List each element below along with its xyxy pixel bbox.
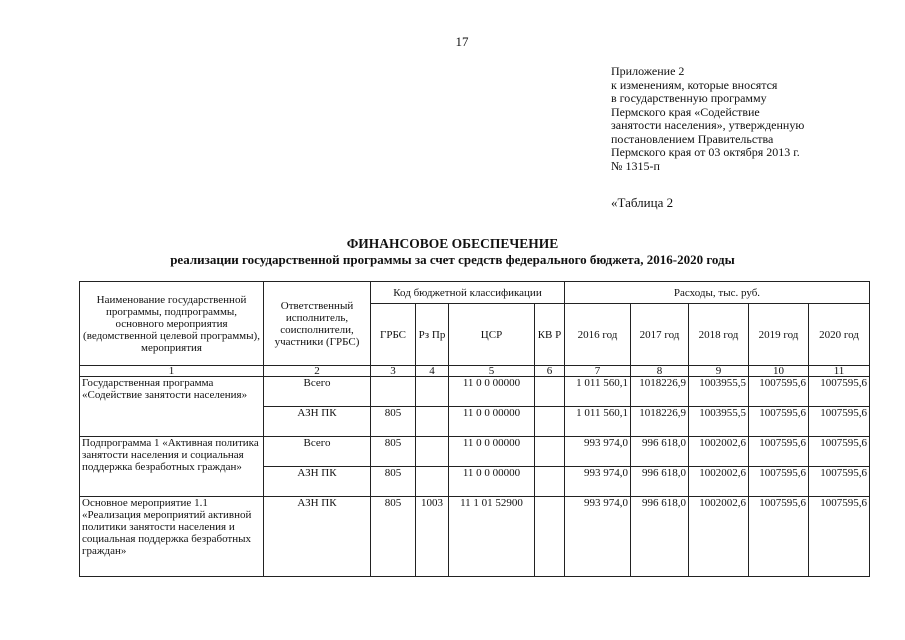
- column-number: 8: [631, 366, 689, 377]
- value-2019-cell: 1007595,6: [749, 497, 809, 577]
- value-2020-cell: 1007595,6: [809, 497, 870, 577]
- table-reference: «Таблица 2: [611, 195, 674, 210]
- header-year-2018: 2018 год: [689, 304, 749, 366]
- csr-cell: 11 0 0 00000: [449, 407, 535, 437]
- value-2019-cell: 1007595,6: [749, 437, 809, 467]
- table-row: [80, 377, 870, 407]
- value-2019-cell: 1007595,6: [749, 377, 809, 407]
- value-2018-cell: 1003955,5: [689, 377, 749, 407]
- value-2020-cell: 1007595,6: [809, 467, 870, 497]
- kvr-cell: [535, 467, 565, 497]
- value-2017-cell: 1018226,9: [631, 407, 689, 437]
- value-2017-cell: 996 618,0: [631, 437, 689, 467]
- csr-cell: 11 1 01 52900: [449, 497, 535, 577]
- header-kvr: КВ Р: [535, 304, 565, 366]
- value-2018-cell: 1002002,6: [689, 497, 749, 577]
- executor-cell: АЗН ПК: [264, 407, 371, 437]
- column-number: 7: [565, 366, 631, 377]
- activity-name-cell: Основное мероприятие 1.1 «Реализация мероприятий активной политики занятости населения и социальная поддержка безработных граждан»: [80, 497, 264, 577]
- csr-cell: 11 0 0 00000: [449, 377, 535, 407]
- column-number: 3: [371, 366, 416, 377]
- appendix-line: в государственную программу: [611, 91, 767, 105]
- value-2017-cell: 1018226,9: [631, 377, 689, 407]
- rzpr-cell: 1003: [416, 497, 449, 577]
- financing-table: [79, 281, 870, 577]
- appendix-line: № 1315-п: [611, 158, 660, 173]
- value-2020-cell: 1007595,6: [809, 437, 870, 467]
- appendix-line: к изменениям, которые вносятся: [611, 77, 778, 92]
- header-year-2020: 2020 год: [809, 304, 870, 366]
- grbs-cell: 805: [371, 467, 416, 497]
- grbs-cell: 805: [371, 437, 416, 467]
- csr-cell: 11 0 0 00000: [449, 467, 535, 497]
- rzpr-cell: [416, 467, 449, 497]
- executor-cell: Всего: [264, 437, 371, 467]
- header-rz-pr: Рз Пр: [416, 304, 449, 366]
- header-year-2019: 2019 год: [749, 304, 809, 366]
- kvr-cell: [535, 377, 565, 407]
- appendix-line: Приложение 2: [611, 64, 685, 78]
- header-name: Наименование государственной программы, подпрограммы, основного мероприятия (ведомственной целевой программы), мероприятия: [80, 282, 264, 366]
- column-number-row: [80, 366, 870, 377]
- column-number: 6: [535, 366, 565, 377]
- value-2016-cell: 1 011 560,1: [565, 407, 631, 437]
- appendix-line: занятости населения», утвержденную: [611, 118, 805, 132]
- header-expenses: Расходы, тыс. руб.: [565, 282, 870, 304]
- value-2018-cell: 1002002,6: [689, 437, 749, 467]
- csr-cell: 11 0 0 00000: [449, 437, 535, 467]
- program-name-cell: Государственная программа «Содействие занятости населения»: [80, 377, 264, 437]
- document-title: ФИНАНСОВОЕ ОБЕСПЕЧЕНИЕ: [346, 236, 559, 251]
- value-2020-cell: 1007595,6: [809, 377, 870, 407]
- appendix-line: Пермского края «Содействие: [611, 104, 760, 119]
- value-2019-cell: 1007595,6: [749, 407, 809, 437]
- grbs-cell: [371, 377, 416, 407]
- table-row: [80, 437, 870, 467]
- kvr-cell: [535, 497, 565, 577]
- header-budget-code: Код бюджетной классификации: [371, 282, 565, 304]
- header-year-2016: 2016 год: [565, 304, 631, 366]
- rzpr-cell: [416, 407, 449, 437]
- rzpr-cell: [416, 437, 449, 467]
- page-number: 17: [455, 34, 469, 49]
- value-2016-cell: 1 011 560,1: [565, 377, 631, 407]
- kvr-cell: [535, 437, 565, 467]
- appendix-line: Пермского края от 03 октября 2013 г.: [611, 145, 800, 159]
- value-2020-cell: 1007595,6: [809, 407, 870, 437]
- column-number: 10: [749, 366, 809, 377]
- executor-cell: АЗН ПК: [264, 497, 371, 577]
- column-number: 1: [80, 366, 264, 377]
- value-2018-cell: 1002002,6: [689, 467, 749, 497]
- column-number: 4: [416, 366, 449, 377]
- column-number: 2: [264, 366, 371, 377]
- column-number: 5: [449, 366, 535, 377]
- document-subtitle: реализации государственной программы за счет средств федерального бюджета, 2016-2020 годы: [170, 252, 735, 267]
- value-2016-cell: 993 974,0: [565, 497, 631, 577]
- value-2016-cell: 993 974,0: [565, 467, 631, 497]
- executor-cell: Всего: [264, 377, 371, 407]
- grbs-cell: 805: [371, 407, 416, 437]
- table-row: [80, 497, 870, 577]
- executor-cell: АЗН ПК: [264, 467, 371, 497]
- appendix-line: постановлением Правительства: [611, 131, 774, 146]
- grbs-cell: 805: [371, 497, 416, 577]
- value-2016-cell: 993 974,0: [565, 437, 631, 467]
- subprogram-name-cell: Подпрограмма 1 «Активная политика занятости населения и социальная поддержка безработных граждан»: [80, 437, 264, 497]
- appendix-note: [611, 65, 891, 173]
- column-number: 9: [689, 366, 749, 377]
- header-executor: Ответственный исполнитель, соисполнители, участники (ГРБС): [264, 282, 371, 366]
- header-year-2017: 2017 год: [631, 304, 689, 366]
- kvr-cell: [535, 407, 565, 437]
- column-number: 11: [809, 366, 870, 377]
- value-2018-cell: 1003955,5: [689, 407, 749, 437]
- header-grbs: ГРБС: [371, 304, 416, 366]
- value-2019-cell: 1007595,6: [749, 467, 809, 497]
- header-csr: ЦСР: [449, 304, 535, 366]
- value-2017-cell: 996 618,0: [631, 497, 689, 577]
- value-2017-cell: 996 618,0: [631, 467, 689, 497]
- rzpr-cell: [416, 377, 449, 407]
